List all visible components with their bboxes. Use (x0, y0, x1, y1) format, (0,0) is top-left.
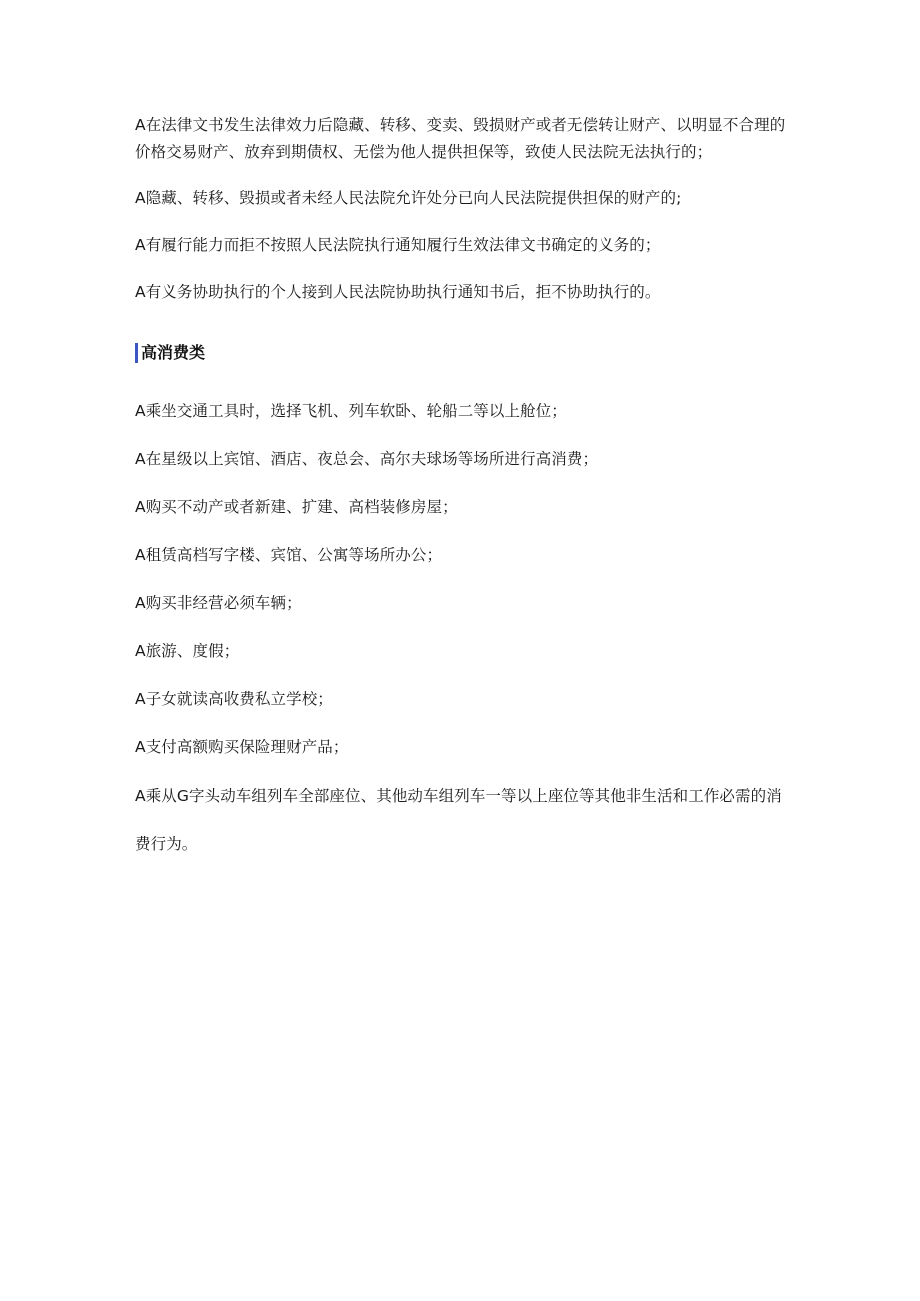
heading-accent-bar (135, 343, 138, 363)
list-item: A乘从G字头动车组列车全部座位、其他动车组列车一等以上座位等其他非生活和工作必需的消费行为。 (135, 787, 782, 853)
section-heading (135, 340, 795, 366)
paragraph-concealment: A在法律文书发生法律效力后隐藏、转移、变卖、毁损财产或者无偿转让财产、以明显不合理的价格交易财产、放弃到期债权、无偿为他人提供担保等，致使人民法院无法执行的； (135, 116, 786, 161)
list-item: A购买不动产或者新建、扩建、高档装修房屋； (135, 498, 458, 516)
paragraph-refuse-assist: A有义务协助执行的个人接到人民法院协助执行通知书后，拒不协助执行的。 (135, 283, 661, 301)
paragraph-guaranteed-property: A隐藏、转移、毁损或者未经人民法院允许处分已向人民法院提供担保的财产的; (135, 189, 682, 207)
paragraph-refuse-obligation: A有履行能力而拒不按照人民法院执行通知履行生效法律文书确定的义务的； (135, 236, 661, 254)
list-item: A在星级以上宾馆、酒店、夜总会、高尔夫球场等场所进行高消费； (135, 450, 599, 468)
list-item: A支付高额购买保险理财产品； (135, 738, 349, 756)
list-item: A旅游、度假； (135, 642, 240, 660)
list-item: A购买非经营必须车辆； (135, 594, 302, 612)
list-item: A乘坐交通工具时，选择飞机、列车软卧、轮船二等以上舱位； (135, 402, 567, 420)
list-item: A租赁高档写字楼、宾馆、公寓等场所办公； (135, 546, 443, 564)
document-content (135, 112, 795, 889)
list-item: A子女就读高收费私立学校； (135, 690, 333, 708)
section-title: 高消费类 (141, 343, 206, 362)
